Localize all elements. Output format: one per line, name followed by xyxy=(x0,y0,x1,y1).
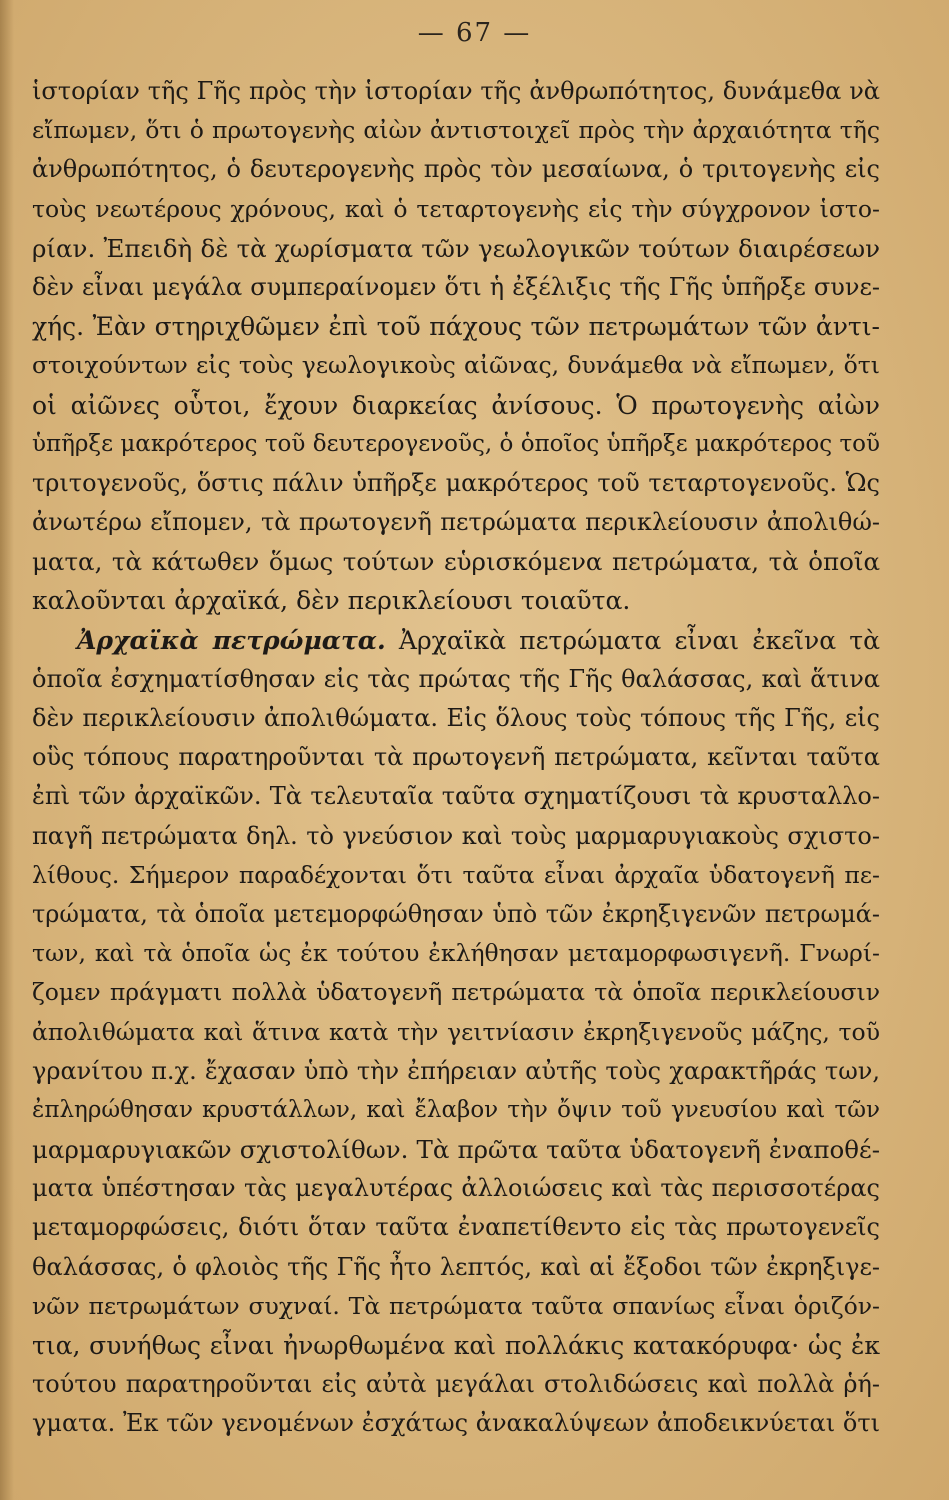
paragraph-2 xyxy=(32,621,880,1444)
text-line: δὲν περικλείουσιν ἀπολιθώματα. Εἰς ὅλους τοὺς τόπους τῆς Γῆς, εἰς xyxy=(32,704,880,732)
text-line: ἀνθρωπότητος, ὁ δευτερογενὴς πρὸς τὸν μεσαίωνα, ὁ τριτογενὴς εἰς xyxy=(32,155,880,184)
section-heading: Ἀρχαϊκὰ πετρώματα. xyxy=(77,625,386,655)
text-line: καλοῦνται ἀρχαϊκά, δὲν περικλείουσι τοιαῦτα. xyxy=(32,586,631,616)
text-line: τριτογενοῦς, ὅστις πάλιν ὑπῆρξε μακρότερος τοῦ τεταρτογενοῦς. Ὡς xyxy=(32,468,880,497)
text-line: τρώματα, τὰ ὁποῖα μετεμορφώθησαν ὑπὸ τῶν ἐκρηξιγενῶν πετρωμά- xyxy=(32,899,880,928)
text-line: οὓς τόπους παρατηροῦνται τὰ πρωτογενῆ πετρώματα, κεῖνται ταῦτα xyxy=(32,743,880,772)
paragraph-1 xyxy=(32,72,880,621)
heading-line-text: Ἀρχαϊκὰ πετρώματα εἶναι ἐκεῖνα τὰ xyxy=(398,625,880,655)
text-line: χής. Ἐὰν στηριχθῶμεν ἐπὶ τοῦ πάχους τῶν πετρωμάτων τῶν ἀντι- xyxy=(32,312,880,342)
text-line: ἱστορίαν τῆς Γῆς πρὸς τὴν ἱστορίαν τῆς ἀνθρωπότητος, δυνάμεθα νὰ xyxy=(32,77,880,105)
page-edge-shadow xyxy=(0,0,14,1500)
text-line: ἐπὶ τῶν ἀρχαϊκῶν. Τὰ τελευταῖα ταῦτα σχηματίζουσι τὰ κρυσταλλο- xyxy=(32,782,880,811)
text-line: ματα, τὰ κάτωθεν ὅμως τούτων εὑρισκόμενα πετρώματα, τὰ ὁποῖα xyxy=(32,547,880,577)
text-line: λίθους. Σήμερον παραδέχονται ὅτι ταῦτα εἶναι ἀρχαῖα ὑδατογενῆ πε- xyxy=(32,860,880,889)
text-line: τοὺς νεωτέρους χρόνους, καὶ ὁ τεταρτογενὴς εἰς τὴν σύγχρονον ἱστο- xyxy=(32,194,880,223)
text-line: στοιχούντων εἰς τοὺς γεωλογικοὺς αἰῶνας, δυνάμεθα νὰ εἴπωμεν, ὅτι xyxy=(32,351,880,380)
text-line: ζομεν πράγματι πολλὰ ὑδατογενῆ πετρώματα τὰ ὁποῖα περικλείουσιν xyxy=(32,978,880,1007)
text-line: μεταμορφώσεις, διότι ὅταν ταῦτα ἐναπετίθεντο εἰς τὰς πρωτογενεῖς xyxy=(32,1213,880,1242)
text-line: δὲν εἶναι μεγάλα συμπεραίνομεν ὅτι ἡ ἐξέλιξις τῆς Γῆς ὑπῆρξε συνε- xyxy=(32,272,880,301)
text-line: ματα ὑπέστησαν τὰς μεγαλυτέρας ἀλλοιώσεις καὶ τὰς περισσοτέρας xyxy=(32,1174,880,1203)
text-line xyxy=(32,621,880,660)
text-line: ρίαν. Ἐπειδὴ δὲ τὰ χωρίσματα τῶν γεωλογικῶν τούτων διαιρέσεων xyxy=(32,233,880,263)
text-line: ὑπῆρξε μακρότερος τοῦ δευτερογενοῦς, ὁ ὁποῖος ὑπῆρξε μακρότερος τοῦ xyxy=(32,430,880,457)
text-line: των, καὶ τὰ ὁποῖα ὡς ἐκ τούτου ἐκλήθησαν μεταμορφωσιγενῆ. Γνωρί- xyxy=(32,939,880,968)
text-line: γρανίτου π.χ. ἔχασαν ὑπὸ τὴν ἐπήρειαν αὐτῆς τοὺς χαρακτῆράς των, xyxy=(32,1056,880,1085)
text-line: τια, συνήθως εἶναι ἠνωρθωμένα καὶ πολλάκις κατακόρυφα· ὡς ἐκ xyxy=(32,1331,880,1360)
text-line: τούτου παρατηροῦνται εἰς αὐτὰ μεγάλαι στολιδώσεις καὶ πολλὰ ῥή- xyxy=(32,1370,880,1399)
text-line: νῶν πετρωμάτων συχναί. Τὰ πετρώματα ταῦτα σπανίως εἶναι ὁριζόν- xyxy=(32,1291,880,1320)
text-line: ἀπολιθώματα καὶ ἅτινα κατὰ τὴν γειτνίασιν ἐκρηξιγενοῦς μάζης, τοῦ xyxy=(32,1017,880,1046)
text-line: γματα. Ἐκ τῶν γενομένων ἐσχάτως ἀνακαλύψεων ἀποδεικνύεται ὅτι xyxy=(32,1409,880,1438)
text-line: ἀνωτέρω εἴπομεν, τὰ πρωτογενῆ πετρώματα περικλείουσιν ἀπολιθώ- xyxy=(32,508,880,537)
body-text xyxy=(32,72,880,1444)
text-line: θαλάσσας, ὁ φλοιὸς τῆς Γῆς ἦτο λεπτός, καὶ αἱ ἔξοδοι τῶν ἐκρηξιγε- xyxy=(32,1252,880,1281)
text-line: ὁποῖα ἐσχηματίσθησαν εἰς τὰς πρώτας τῆς Γῆς θαλάσσας, καὶ ἅτινα xyxy=(32,664,880,693)
page-number: — 67 — xyxy=(417,18,532,48)
text-line: εἴπωμεν, ὅτι ὁ πρωτογενὴς αἰὼν ἀντιστοιχεῖ πρὸς τὴν ἀρχαιότητα τῆς xyxy=(32,116,880,145)
text-line: ἐπληρώθησαν κρυστάλλων, καὶ ἔλαβον τὴν ὄψιν τοῦ γνευσίου καὶ τῶν xyxy=(32,1096,880,1123)
text-line: οἱ αἰῶνες οὗτοι, ἔχουν διαρκείας ἀνίσους. Ὁ πρωτογενὴς αἰὼν xyxy=(32,390,880,420)
text-line: παγῆ πετρώματα δηλ. τὸ γνεύσιον καὶ τοὺς μαρμαρυγιακοὺς σχιστο- xyxy=(32,821,880,850)
text-line: μαρμαρυγιακῶν σχιστολίθων. Τὰ πρῶτα ταῦτα ὑδατογενῆ ἐναποθέ- xyxy=(32,1135,880,1165)
